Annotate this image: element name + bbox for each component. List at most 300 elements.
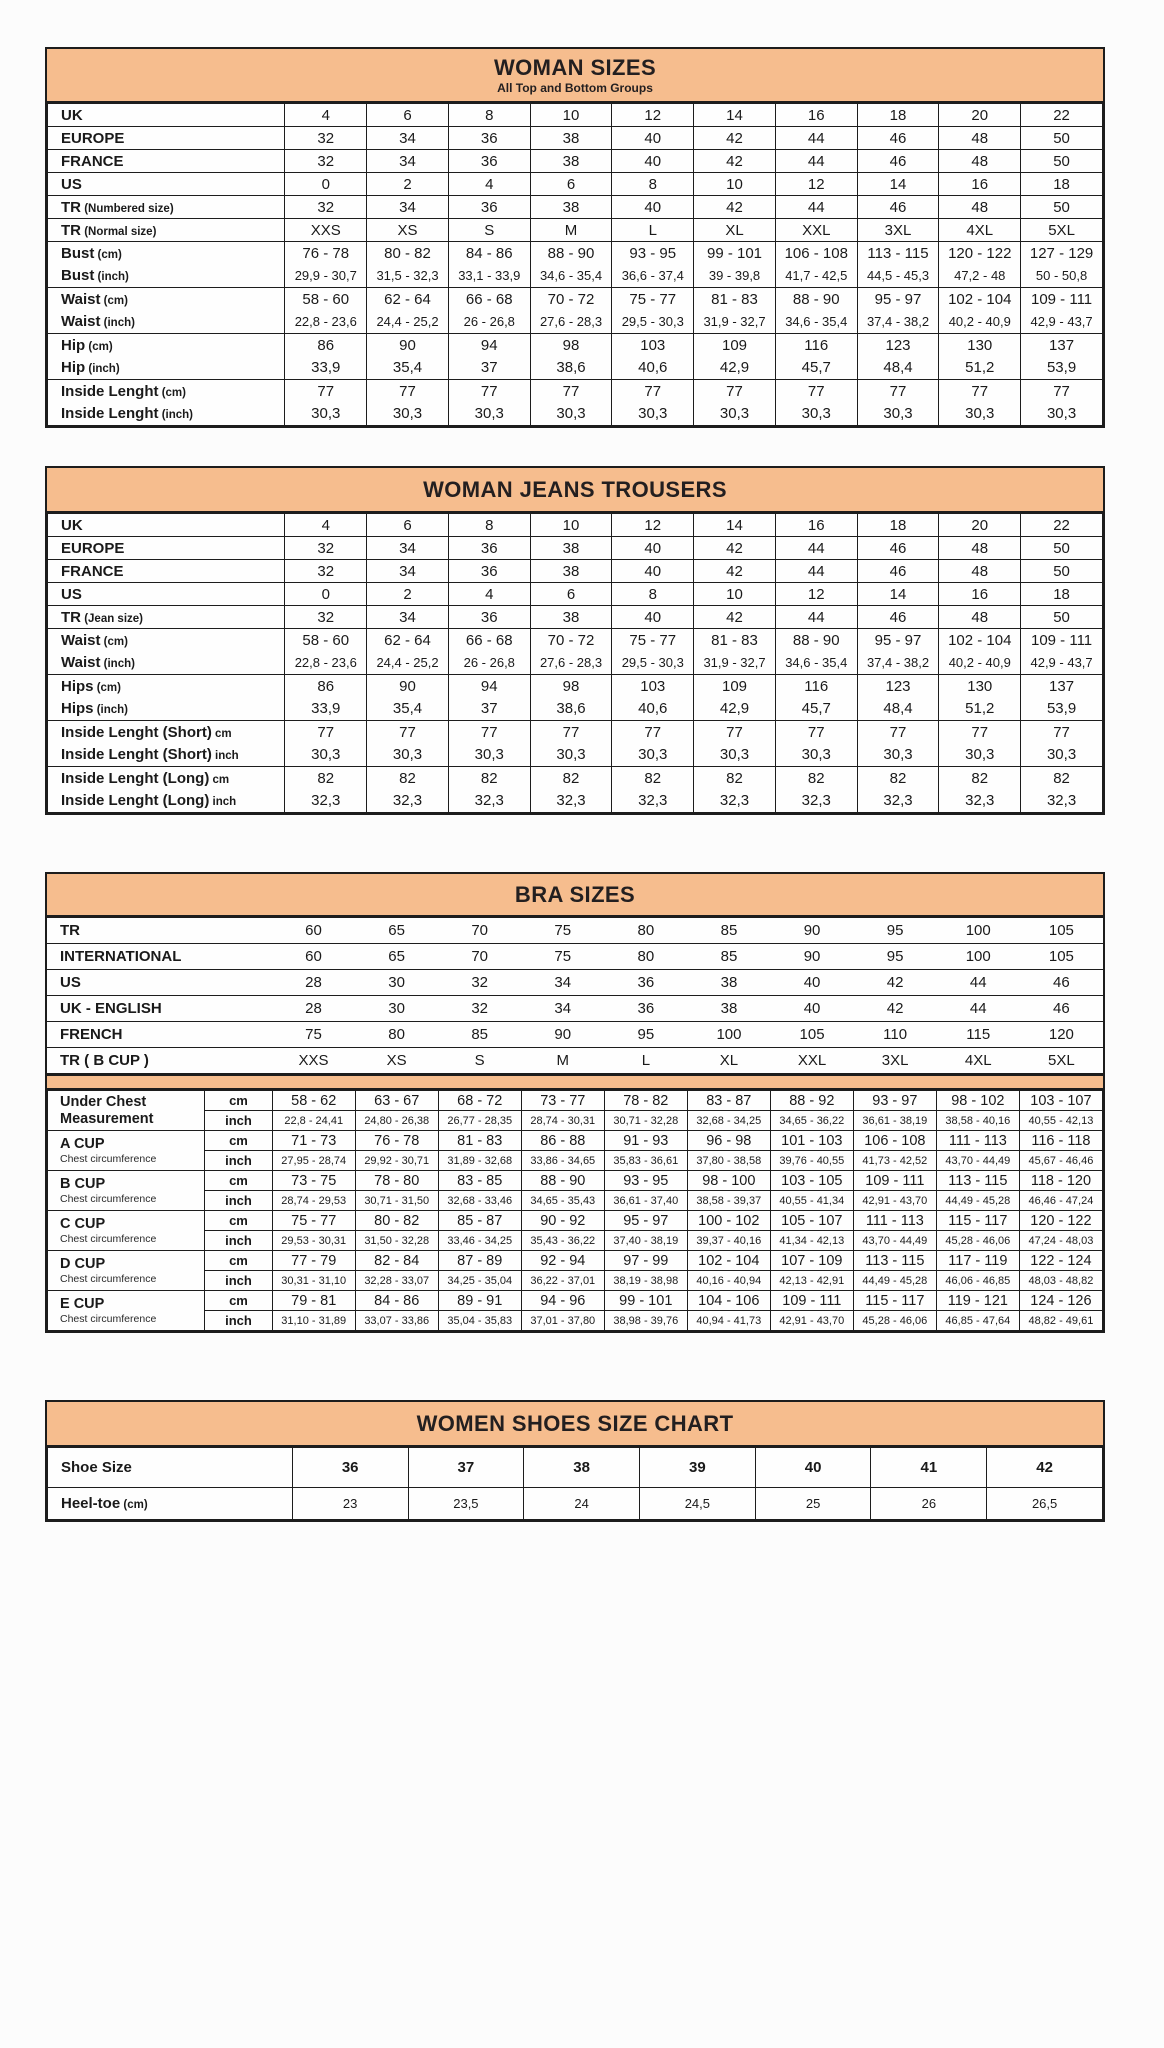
table-row [47, 944, 1103, 970]
table-cell: 88 - 90 [775, 629, 857, 652]
table-cell: 34 [367, 150, 449, 173]
table-cell: 32,3 [530, 790, 612, 813]
table-cell: 28 [272, 970, 355, 996]
table-cell: 33,46 - 34,25 [438, 1231, 521, 1251]
table-cell: 111 - 113 [936, 1131, 1019, 1151]
table-cell: 37,01 - 37,80 [521, 1311, 604, 1331]
table-cell: 77 [448, 721, 530, 744]
table-cell: 42,9 [694, 357, 776, 380]
row-label [48, 514, 285, 537]
table-cell: 40,6 [612, 357, 694, 380]
row-label-text: Inside Lenght (Short) [61, 746, 212, 764]
table-cell: 26 - 26,8 [448, 311, 530, 334]
table-cell: 81 - 83 [438, 1131, 521, 1151]
table-cell: 85 [687, 944, 770, 970]
table-subtitle: All Top and Bottom Groups [497, 81, 653, 96]
table-row [48, 173, 1103, 196]
table-row [48, 698, 1103, 721]
table-cell: 48 [939, 196, 1021, 219]
table-cell: 48 [939, 150, 1021, 173]
row-label-unit: (cm) [85, 340, 113, 353]
table-cell: 24,5 [640, 1488, 756, 1520]
table-cell: 75 - 77 [272, 1211, 355, 1231]
table-cell: 14 [857, 173, 939, 196]
table-cell: 77 [612, 380, 694, 403]
table-cell: 70 - 72 [530, 288, 612, 311]
table-cell: 14 [694, 104, 776, 127]
unit-cell: cm [205, 1091, 273, 1111]
table-cell: 22,8 - 24,41 [272, 1111, 355, 1131]
table-cell: 39 - 39,8 [694, 265, 776, 288]
table-cell: 44 [775, 127, 857, 150]
table-cell: M [530, 219, 612, 242]
table-cell: 77 [1021, 721, 1103, 744]
table-cell: 45,67 - 46,46 [1019, 1151, 1102, 1171]
table-cell: 32 [438, 970, 521, 996]
table-cell: 79 - 81 [272, 1291, 355, 1311]
table-cell: 99 - 101 [604, 1291, 687, 1311]
table-cell: 4 [448, 173, 530, 196]
table-cell: 75 [521, 918, 604, 944]
row-label [48, 698, 285, 721]
row-label-text: E CUP [60, 1295, 105, 1312]
table-cell: 48 [939, 560, 1021, 583]
table-cell: 36 [604, 970, 687, 996]
table-cell: 8 [612, 173, 694, 196]
table-cell: 118 - 120 [1019, 1171, 1102, 1191]
unit-cell: inch [205, 1231, 273, 1251]
table-cell: 100 [937, 918, 1020, 944]
table-cell: 44 [775, 150, 857, 173]
table-cell: 6 [530, 173, 612, 196]
table-cell: 34 [367, 537, 449, 560]
table-cell: 44 [937, 970, 1020, 996]
table-row [48, 127, 1103, 150]
table-cell: 6 [530, 583, 612, 606]
table-cell: 30,3 [612, 744, 694, 767]
unit-cell: inch [205, 1111, 273, 1131]
table-cell: 77 [530, 380, 612, 403]
unit-cell: cm [205, 1211, 273, 1231]
table-cell: 38 [530, 150, 612, 173]
row-label [48, 1211, 205, 1251]
table-cell: 81 - 83 [694, 288, 776, 311]
table-cell: 93 - 97 [853, 1091, 936, 1111]
table-cell: 22 [1021, 514, 1103, 537]
table-cell: 80 - 82 [355, 1211, 438, 1231]
row-label [48, 537, 285, 560]
table-cell: 123 [857, 675, 939, 698]
table-cell: 43,70 - 44,49 [936, 1151, 1019, 1171]
table-cell: 40,16 - 40,94 [687, 1271, 770, 1291]
table-cell: 32,3 [1021, 790, 1103, 813]
table-cell: 88 - 90 [775, 288, 857, 311]
table-cell: 43,70 - 44,49 [853, 1231, 936, 1251]
table-cell: 33,07 - 33,86 [355, 1311, 438, 1331]
row-label [47, 970, 272, 996]
table-cell: 123 [857, 334, 939, 357]
table-cell: 14 [857, 583, 939, 606]
row-label [48, 311, 285, 334]
table-cell: 47,2 - 48 [939, 265, 1021, 288]
table-cell: 32,3 [285, 790, 367, 813]
table-cell: 113 - 115 [853, 1251, 936, 1271]
table-row [47, 1022, 1103, 1048]
row-label [48, 767, 285, 790]
table-cell: 100 [687, 1022, 770, 1048]
table-cell: 25 [755, 1488, 871, 1520]
table-cell: 50 [1021, 196, 1103, 219]
table-cell: 83 - 87 [687, 1091, 770, 1111]
table-row [48, 1091, 1103, 1111]
table-title: WOMAN JEANS TROUSERS [423, 477, 727, 502]
table-row [48, 652, 1103, 675]
table-cell: 40,55 - 41,34 [770, 1191, 853, 1211]
table-cell: 63 - 67 [355, 1091, 438, 1111]
table-cell: S [438, 1048, 521, 1074]
table-cell: 4 [285, 514, 367, 537]
table-cell: 32 [285, 606, 367, 629]
table-cell: 27,6 - 28,3 [530, 652, 612, 675]
table-cell: L [604, 1048, 687, 1074]
table-cell: 18 [1021, 583, 1103, 606]
table-cell: 105 [1020, 918, 1103, 944]
row-label-text: Waist [61, 654, 101, 672]
table-cell: XS [367, 219, 449, 242]
table-cell: 34 [521, 996, 604, 1022]
row-label-unit: (Jean size) [81, 612, 143, 625]
table-cell: 37 [448, 698, 530, 721]
table-cell: 38 [530, 606, 612, 629]
table-cell: 42 [854, 996, 937, 1022]
table-cell: 30,3 [367, 744, 449, 767]
table-row [48, 196, 1103, 219]
table-cell: 103 - 107 [1019, 1091, 1102, 1111]
table-cell: 28,74 - 29,53 [272, 1191, 355, 1211]
table-cell: 6 [367, 514, 449, 537]
table-cell: 34 [367, 196, 449, 219]
table-cell: 77 [448, 380, 530, 403]
bra-sizes-conversion-grid [47, 917, 1103, 1074]
table-cell: 36 [448, 196, 530, 219]
row-label-text: Hips [61, 677, 94, 695]
table-cell: 27,6 - 28,3 [530, 311, 612, 334]
table-cell: 46 [857, 606, 939, 629]
table-cell: 0 [285, 173, 367, 196]
table-cell: 29,92 - 30,71 [355, 1151, 438, 1171]
woman-jeans-header [47, 468, 1103, 513]
row-label-sub: Chest circumference [60, 1273, 157, 1286]
row-label-unit: (cm) [94, 248, 122, 261]
table-cell: 42,9 - 43,7 [1021, 652, 1103, 675]
table-cell: 41,7 - 42,5 [775, 265, 857, 288]
table-row [48, 583, 1103, 606]
row-label-unit: (inch) [93, 704, 129, 717]
bra-sizes-header [47, 874, 1103, 917]
table-cell: 32,3 [694, 790, 776, 813]
row-label-text: TR [61, 608, 81, 626]
table-cell: 39,37 - 40,16 [687, 1231, 770, 1251]
table-cell: 33,9 [285, 357, 367, 380]
table-cell: 48 [939, 537, 1021, 560]
row-label-sub: Chest circumference [60, 1153, 157, 1166]
row-label [48, 721, 285, 744]
row-label-text: FRANCE [61, 152, 124, 170]
table-cell: 3XL [854, 1048, 937, 1074]
table-cell: 95 [604, 1022, 687, 1048]
table-cell: 42,91 - 43,70 [853, 1191, 936, 1211]
table-cell: 35,83 - 36,61 [604, 1151, 687, 1171]
table-cell: 58 - 60 [285, 629, 367, 652]
row-label [48, 173, 285, 196]
table-cell: 31,9 - 32,7 [694, 311, 776, 334]
table-cell: 30,3 [285, 744, 367, 767]
table-cell: 40 [612, 606, 694, 629]
table-cell: 45,28 - 46,06 [853, 1311, 936, 1331]
table-cell: 38,58 - 39,37 [687, 1191, 770, 1211]
table-cell: 31,89 - 32,68 [438, 1151, 521, 1171]
table-cell: 36 [448, 150, 530, 173]
table-cell: 120 - 122 [939, 242, 1021, 265]
table-cell: 30,3 [939, 403, 1021, 426]
table-cell: 99 - 101 [694, 242, 776, 265]
table-cell: 81 - 83 [694, 629, 776, 652]
table-row [48, 1231, 1103, 1251]
unit-cell: inch [205, 1271, 273, 1291]
table-cell: XS [355, 1048, 438, 1074]
table-cell: 32,28 - 33,07 [355, 1271, 438, 1291]
table-cell: 73 - 75 [272, 1171, 355, 1191]
table-cell: 116 [775, 334, 857, 357]
row-label-text: UK [61, 516, 83, 534]
table-cell: 94 - 96 [521, 1291, 604, 1311]
table-cell: 87 - 89 [438, 1251, 521, 1271]
table-cell: 30,3 [530, 744, 612, 767]
table-cell: 103 [612, 334, 694, 357]
table-cell: 34 [367, 127, 449, 150]
row-label-text: UK - ENGLISH [60, 1000, 162, 1018]
row-label [48, 196, 285, 219]
table-cell: 93 - 95 [612, 242, 694, 265]
table-cell: 58 - 60 [285, 288, 367, 311]
table-cell: 30,3 [857, 403, 939, 426]
row-label-text: Inside Lenght [61, 382, 159, 400]
table-row [47, 1048, 1103, 1074]
table-cell: 38,6 [530, 357, 612, 380]
row-label-unit: (Normal size) [81, 225, 157, 238]
table-cell: 37 [408, 1448, 524, 1488]
table-cell: 46 [857, 196, 939, 219]
table-cell: 38 [530, 537, 612, 560]
table-cell: 105 - 107 [770, 1211, 853, 1231]
table-cell: 31,5 - 32,3 [367, 265, 449, 288]
table-cell: 110 [854, 1022, 937, 1048]
table-cell: 30 [355, 970, 438, 996]
row-label-unit: inch [209, 796, 237, 809]
table-cell: 82 [857, 767, 939, 790]
row-label-text: B CUP [60, 1175, 106, 1192]
table-cell: 29,53 - 30,31 [272, 1231, 355, 1251]
table-cell: 32,3 [448, 790, 530, 813]
table-cell: 20 [939, 514, 1021, 537]
row-label-unit: cm [211, 727, 232, 740]
table-cell: 86 [285, 334, 367, 357]
table-cell: 36 [448, 606, 530, 629]
table-row [48, 242, 1103, 265]
table-cell: 34,65 - 36,22 [770, 1111, 853, 1131]
table-cell: 37,4 - 38,2 [857, 652, 939, 675]
table-row [48, 767, 1103, 790]
table-cell: 88 - 90 [521, 1171, 604, 1191]
table-cell: 30,3 [694, 403, 776, 426]
table-row [48, 357, 1103, 380]
table-cell: 32,3 [367, 790, 449, 813]
table-cell: 77 [857, 721, 939, 744]
table-cell: 32 [285, 127, 367, 150]
table-cell: 37,40 - 38,19 [604, 1231, 687, 1251]
table-cell: 36 [448, 560, 530, 583]
table-cell: 50 [1021, 560, 1103, 583]
table-cell: 86 [285, 675, 367, 698]
table-cell: 98 [530, 675, 612, 698]
table-cell: 42 [854, 970, 937, 996]
table-cell: XXS [272, 1048, 355, 1074]
table-cell: 24,4 - 25,2 [367, 311, 449, 334]
table-cell: 77 [1021, 380, 1103, 403]
table-cell: 18 [1021, 173, 1103, 196]
table-cell: 90 [771, 944, 854, 970]
table-cell: 68 - 72 [438, 1091, 521, 1111]
table-cell: 82 [1021, 767, 1103, 790]
table-row [48, 629, 1103, 652]
table-cell: 50 [1021, 537, 1103, 560]
row-label [47, 1048, 272, 1074]
table-cell: 30,3 [775, 403, 857, 426]
row-label-text: Bust [61, 244, 95, 262]
table-cell: 20 [939, 104, 1021, 127]
row-label-text: EUROPE [61, 129, 125, 147]
table-cell: 18 [857, 104, 939, 127]
row-label-unit: (inch) [94, 271, 129, 284]
table-cell: 42 [694, 150, 776, 173]
table-cell: 60 [272, 918, 355, 944]
table-cell: 44 [775, 560, 857, 583]
table-cell: 65 [355, 918, 438, 944]
table-cell: 32 [285, 150, 367, 173]
table-cell: 48 [939, 127, 1021, 150]
table-cell: 98 - 100 [687, 1171, 770, 1191]
table-cell: 32,3 [857, 790, 939, 813]
unit-cell: inch [205, 1311, 273, 1331]
table-cell: 46,85 - 47,64 [936, 1311, 1019, 1331]
table-row [48, 1291, 1103, 1311]
table-cell: 94 [448, 334, 530, 357]
table-cell: 31,10 - 31,89 [272, 1311, 355, 1331]
table-cell: 26 [871, 1488, 987, 1520]
table-cell: 10 [530, 514, 612, 537]
row-label-text: Hip [61, 336, 86, 354]
table-cell: 106 - 108 [853, 1131, 936, 1151]
table-cell: 3XL [857, 219, 939, 242]
table-row [48, 1448, 1103, 1488]
row-label-unit: (cm) [158, 386, 186, 399]
table-cell: 42 [694, 127, 776, 150]
row-label [48, 357, 285, 380]
table-cell: 137 [1021, 334, 1103, 357]
table-cell: 44 [775, 196, 857, 219]
table-cell: 130 [939, 675, 1021, 698]
table-cell: 36,22 - 37,01 [521, 1271, 604, 1291]
table-cell: 94 [448, 675, 530, 698]
row-label [48, 150, 285, 173]
table-cell: 95 - 97 [604, 1211, 687, 1231]
table-cell: 32,3 [612, 790, 694, 813]
table-cell: 77 [775, 380, 857, 403]
row-label-unit: (cm) [100, 635, 128, 648]
row-label [48, 219, 285, 242]
table-row [48, 403, 1103, 426]
table-cell: 36,61 - 38,19 [853, 1111, 936, 1131]
table-cell: 42,91 - 43,70 [770, 1311, 853, 1331]
table-cell: 41 [871, 1448, 987, 1488]
row-label [48, 744, 285, 767]
table-cell: 29,9 - 30,7 [285, 265, 367, 288]
table-row [48, 1171, 1103, 1191]
table-cell: 82 [612, 767, 694, 790]
table-cell: 85 [438, 1022, 521, 1048]
table-cell: 34,65 - 35,43 [521, 1191, 604, 1211]
table-cell: 105 [1020, 944, 1103, 970]
table-cell: 70 [438, 918, 521, 944]
row-label [47, 944, 272, 970]
row-label-unit: cm [209, 773, 230, 786]
table-cell: 89 - 91 [438, 1291, 521, 1311]
table-cell: 116 - 118 [1019, 1131, 1102, 1151]
table-cell: 46 [857, 537, 939, 560]
table-cell: 8 [612, 583, 694, 606]
table-cell: 75 - 77 [612, 288, 694, 311]
table-cell: 107 - 109 [770, 1251, 853, 1271]
table-cell: 45,7 [775, 357, 857, 380]
table-row [48, 1251, 1103, 1271]
row-label [48, 1291, 205, 1331]
table-cell: 30,3 [775, 744, 857, 767]
table-cell: 46 [857, 127, 939, 150]
table-cell: 40,55 - 42,13 [1019, 1111, 1102, 1131]
table-cell: 77 [367, 380, 449, 403]
table-cell: 23 [292, 1488, 408, 1520]
row-label [47, 918, 272, 944]
table-cell: 32 [285, 560, 367, 583]
row-label-unit: inch [211, 750, 239, 763]
table-cell: XL [694, 219, 776, 242]
woman-sizes-grid [47, 103, 1103, 426]
table-cell: 39,76 - 40,55 [770, 1151, 853, 1171]
table-cell: 44 [937, 996, 1020, 1022]
table-cell: XXL [771, 1048, 854, 1074]
table-cell: 58 - 62 [272, 1091, 355, 1111]
row-label [47, 1022, 272, 1048]
bra-sizes-table [45, 872, 1105, 1333]
row-label-text: EUROPE [61, 539, 125, 557]
table-cell: 16 [939, 173, 1021, 196]
row-label-unit: (Numbered size) [81, 202, 174, 215]
row-label [48, 380, 285, 403]
woman-sizes-table [45, 47, 1105, 428]
table-cell: S [448, 219, 530, 242]
row-label-text: US [61, 175, 82, 193]
table-cell: 8 [448, 104, 530, 127]
